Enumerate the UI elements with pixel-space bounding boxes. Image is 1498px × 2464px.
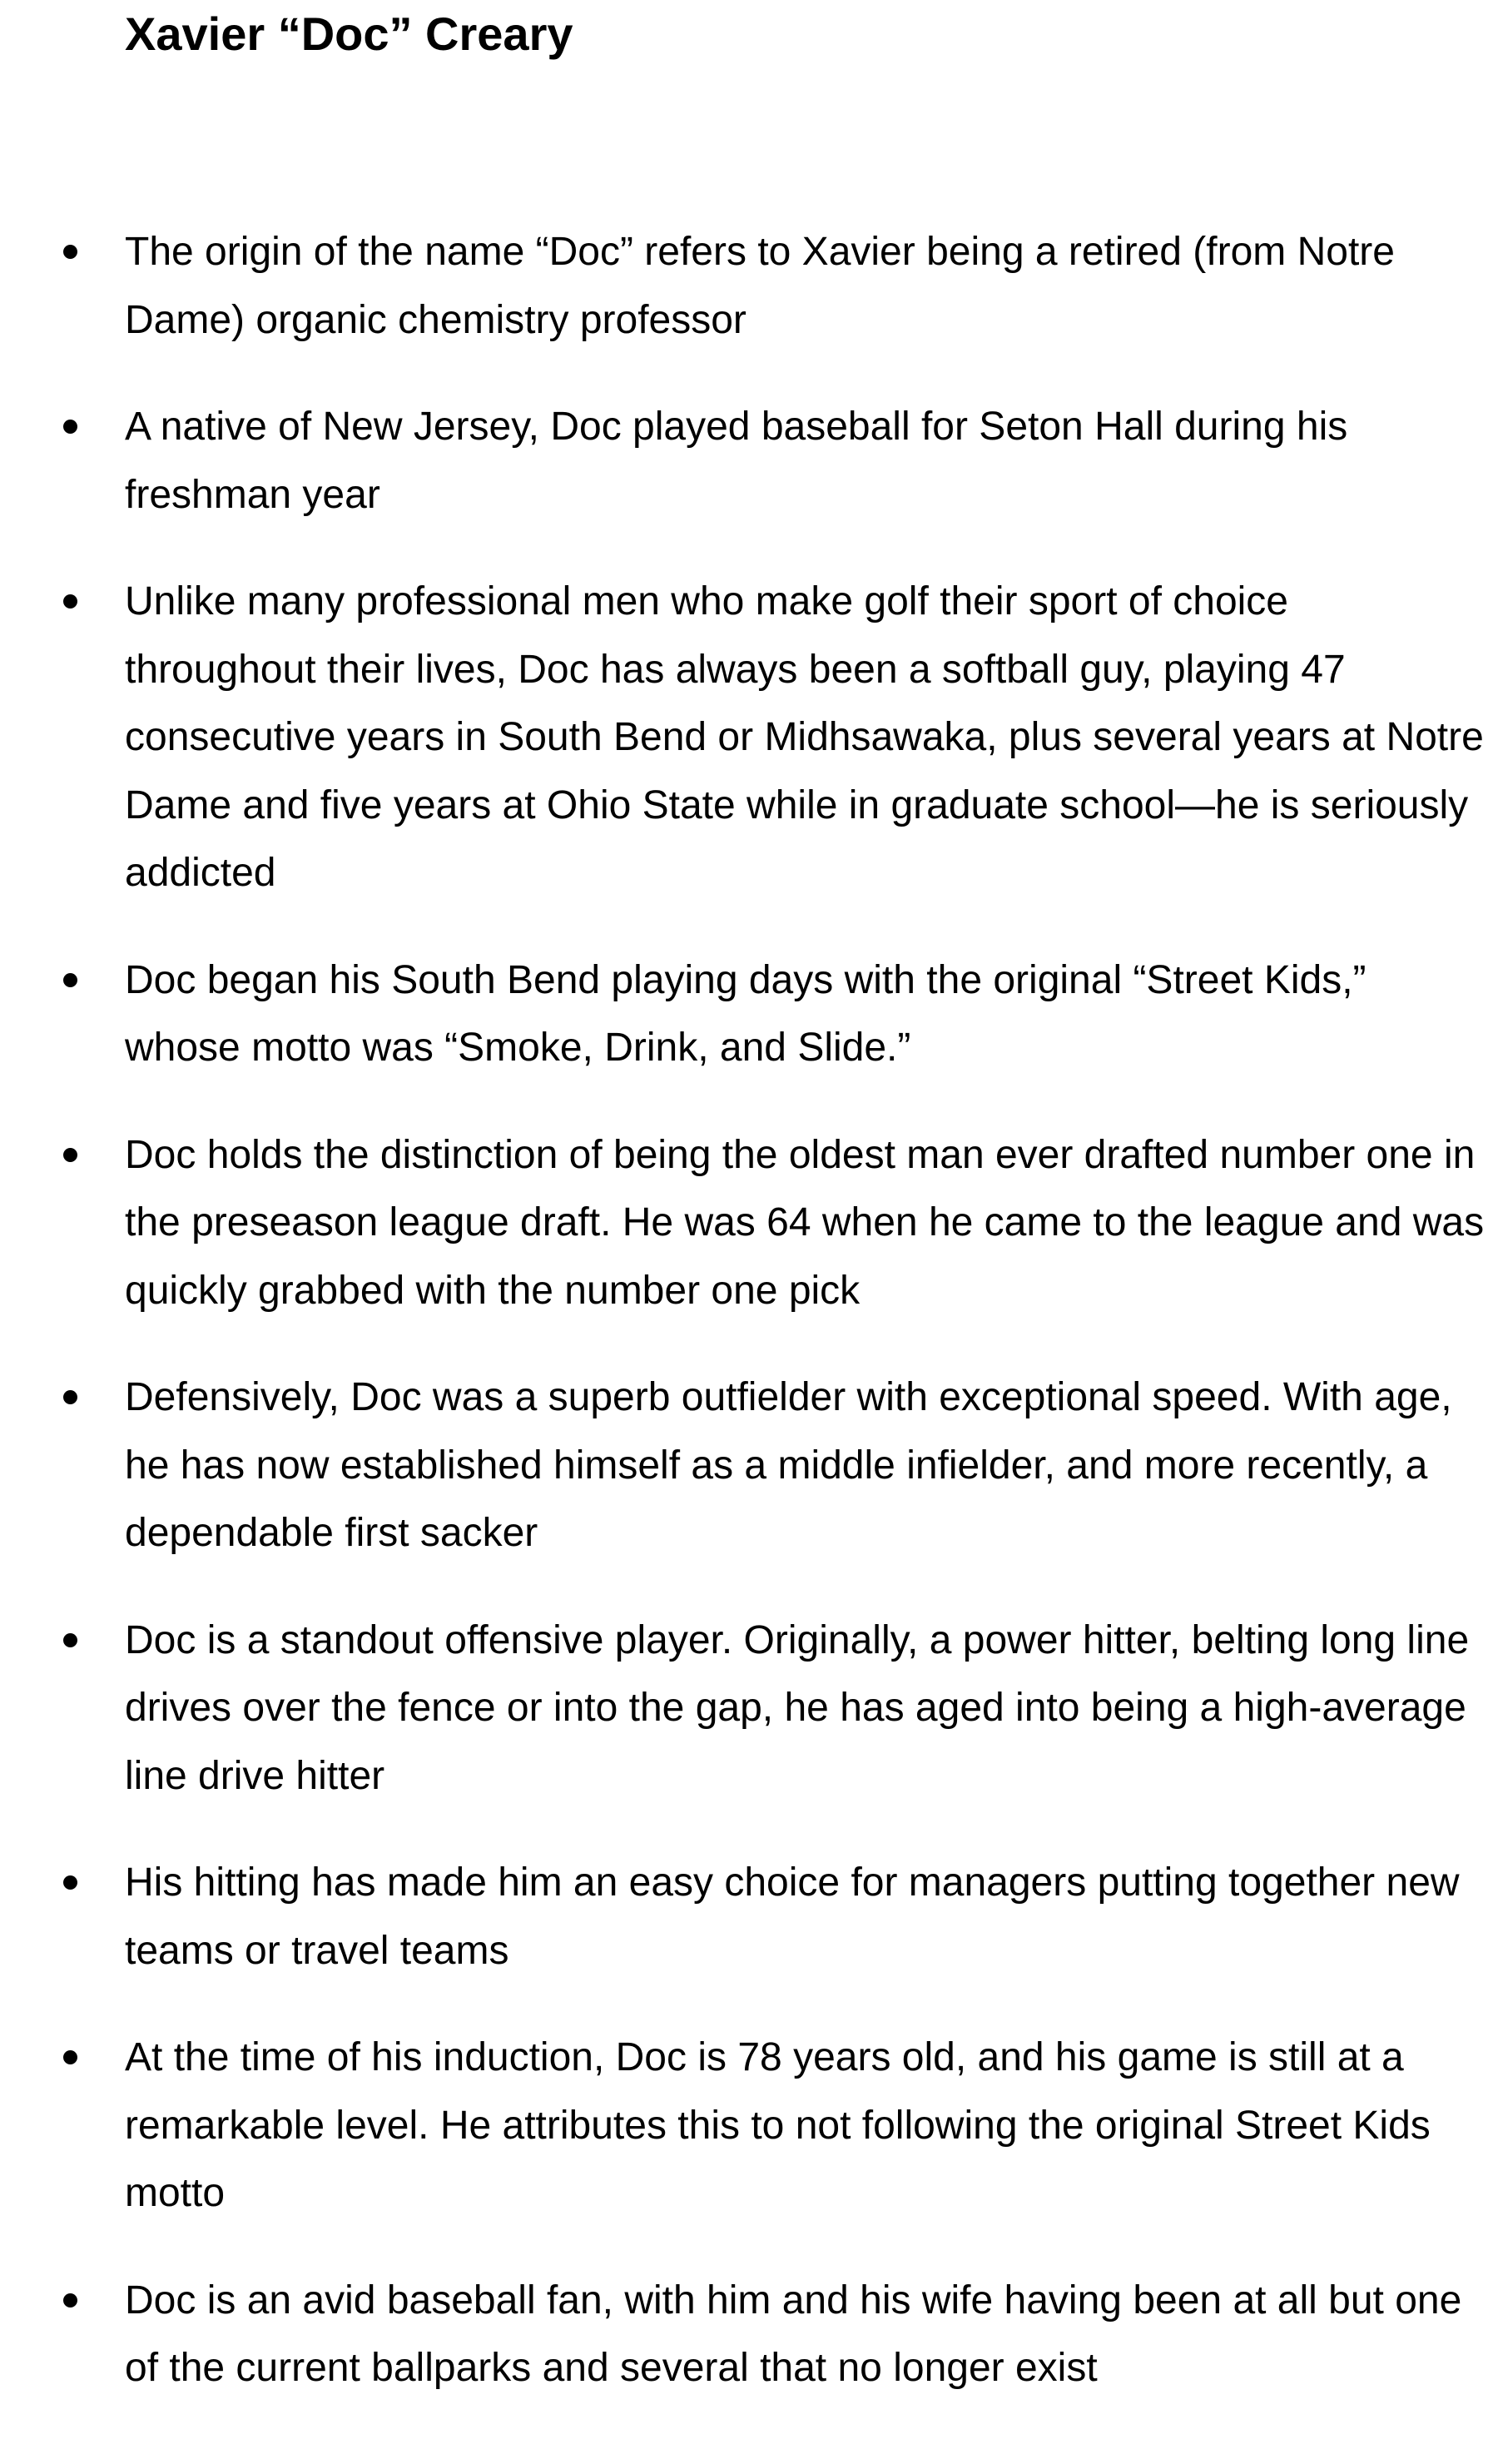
bullet-item <box>0 393 1490 529</box>
bullet-icon <box>63 973 77 987</box>
bullet-icon <box>63 420 77 434</box>
bullet-text: Defensively, Doc was a superb outfielder with exceptional speed. With age, he has now established himself as a middle infielder, and more recently, a dependable first sacker <box>125 1375 1452 1555</box>
bullet-text: Doc is an avid baseball fan, with him and his wife having been at all but one of the current ballparks and several that no longer exist <box>125 2278 1462 2390</box>
bullet-icon <box>63 245 77 259</box>
bullet-item <box>0 1607 1490 1811</box>
bullet-text: His hitting has made him an easy choice for managers putting together new teams or travel teams <box>125 1860 1460 1973</box>
document-title: Xavier “Doc” Creary <box>125 7 573 60</box>
bullet-icon <box>63 594 77 609</box>
bullet-item <box>0 218 1490 354</box>
bullet-text: Doc holds the distinction of being the oldest man ever drafted number one in the preseason league draft. He was 64 when he came to the league and was quickly grabbed with the number one pick <box>125 1132 1485 1313</box>
bullet-text: The origin of the name “Doc” refers to Xavier being a retired (from Notre Dame) organic chemistry professor <box>125 230 1395 342</box>
bullet-text: A native of New Jersey, Doc played baseball for Seton Hall during his freshman year <box>125 405 1348 517</box>
bullet-text: Doc began his South Bend playing days with the original “Street Kids,” whose motto was “Smoke, Drink, and Slide.” <box>125 957 1367 1070</box>
bullet-icon <box>63 1633 77 1647</box>
bullet-icon <box>63 1875 77 1890</box>
bullet-list <box>0 218 1498 2442</box>
bullet-text: Unlike many professional men who make golf their sport of choice throughout their lives, Doc has always been a softball guy, playing 47 consecutive years in South Bend or Midhsawaka, plus several years at Notre Dame and five years at Ohio State while in graduate school—he is seriously addicted <box>125 579 1484 895</box>
bullet-text: Doc is a standout offensive player. Originally, a power hitter, belting long line drives over the fence or into the gap, he has aged into being a high-average line drive hitter <box>125 1617 1470 1798</box>
bullet-icon <box>63 1148 77 1162</box>
bullet-icon <box>63 2293 77 2308</box>
bullet-item <box>0 1849 1490 1985</box>
bullet-icon <box>63 2050 77 2064</box>
bullet-item <box>0 568 1490 907</box>
bullet-icon <box>63 1390 77 1404</box>
bullet-item <box>0 1364 1490 1567</box>
bullet-text: At the time of his induction, Doc is 78 years old, and his game is still at a remarkable level. He attributes this to not following the original Street Kids motto <box>125 2035 1431 2215</box>
bullet-item <box>0 2267 1490 2402</box>
bullet-item <box>0 1121 1490 1325</box>
bullet-item <box>0 2024 1490 2228</box>
bullet-item <box>0 946 1490 1082</box>
